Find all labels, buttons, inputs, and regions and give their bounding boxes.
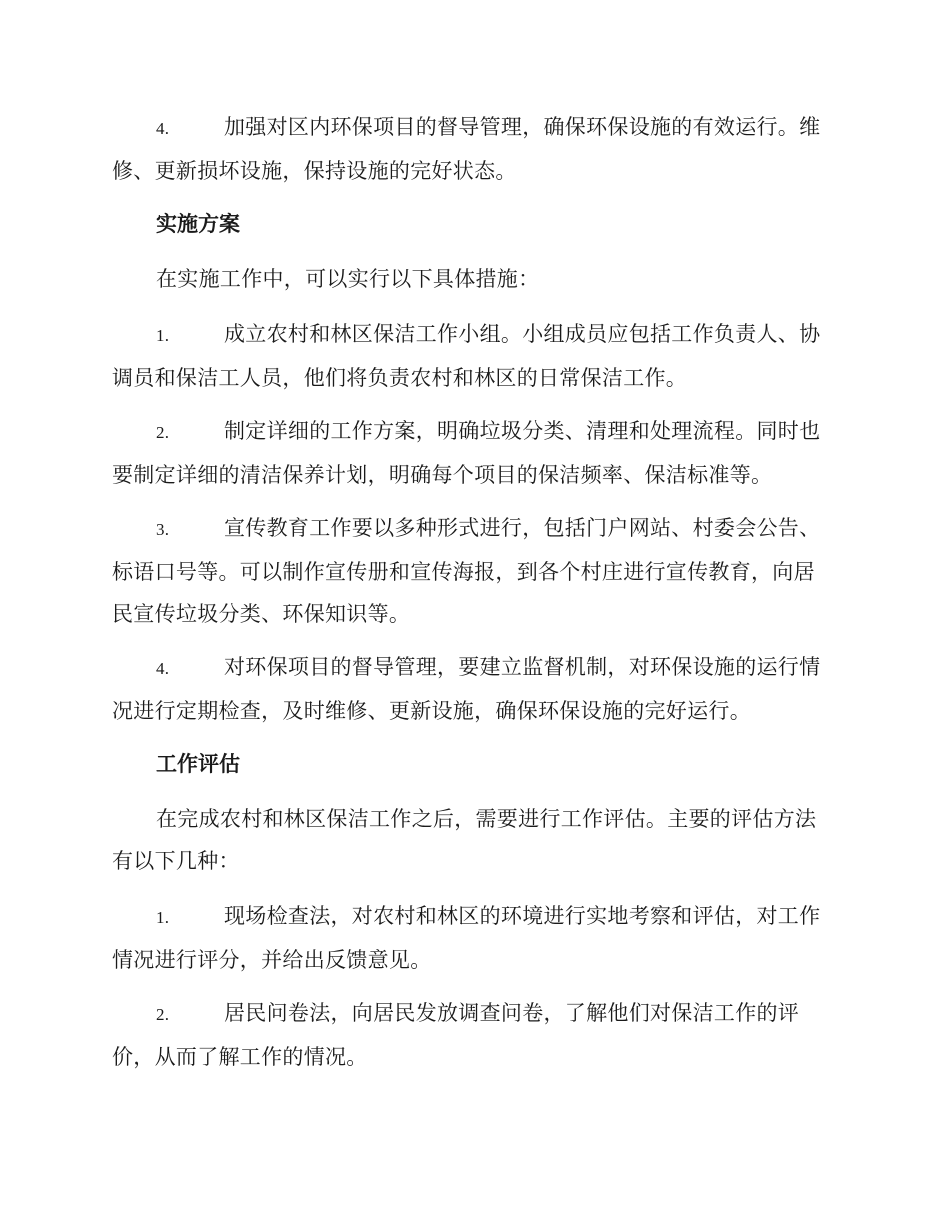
list-number: 4. — [156, 119, 170, 138]
list-item-plan — [112, 410, 834, 496]
list-number: 1. — [156, 326, 170, 345]
list-item-supervision — [112, 646, 834, 732]
section-heading-implementation: 实施方案 — [156, 212, 240, 236]
list-item-text: 宣传教育工作要以多种形式进行，包括门户网站、村委会公告、标语口号等。可以制作宣传册和宣传海报，到各个村庄进行宣传教育，向居民宣传垃圾分类、环保知识等。 — [112, 516, 821, 626]
list-item-text: 对环保项目的督导管理，要建立监督机制，对环保设施的运行情况进行定期检查，及时维修、更新设施，确保环保设施的完好运行。 — [112, 655, 821, 723]
list-item-text: 现场检查法，对农村和林区的环境进行实地考察和评估，对工作情况进行评分，并给出反馈意见。 — [112, 904, 821, 972]
list-number: 2. — [156, 1005, 170, 1024]
list-item-team — [112, 313, 834, 399]
list-item-questionnaire — [112, 992, 834, 1078]
list-item-maintenance-goal — [112, 106, 834, 192]
list-item-publicity — [112, 507, 834, 635]
paragraph-implementation-intro: 在实施工作中，可以实行以下具体措施： — [156, 267, 540, 291]
list-item-site-inspection — [112, 895, 834, 981]
section-heading-evaluation: 工作评估 — [156, 752, 240, 776]
list-number: 4. — [156, 659, 170, 678]
list-item-text: 加强对区内环保项目的督导管理，确保环保设施的有效运行。维修、更新损坏设施，保持设施的完好状态。 — [112, 115, 821, 183]
list-item-text: 制定详细的工作方案，明确垃圾分类、清理和处理流程。同时也要制定详细的清洁保养计划，明确每个项目的保洁频率、保洁标准等。 — [112, 419, 821, 487]
list-number: 3. — [156, 520, 170, 539]
list-number: 1. — [156, 908, 170, 927]
paragraph-evaluation-intro: 在完成农村和林区保洁工作之后，需要进行工作评估。主要的评估方法有以下几种： — [112, 807, 817, 873]
list-item-text: 居民问卷法，向居民发放调查问卷，了解他们对保洁工作的评价，从而了解工作的情况。 — [112, 1001, 800, 1069]
list-item-text: 成立农村和林区保洁工作小组。小组成员应包括工作负责人、协调员和保洁工人员，他们将负责农村和林区的日常保洁工作。 — [112, 322, 821, 390]
list-number: 2. — [156, 423, 170, 442]
